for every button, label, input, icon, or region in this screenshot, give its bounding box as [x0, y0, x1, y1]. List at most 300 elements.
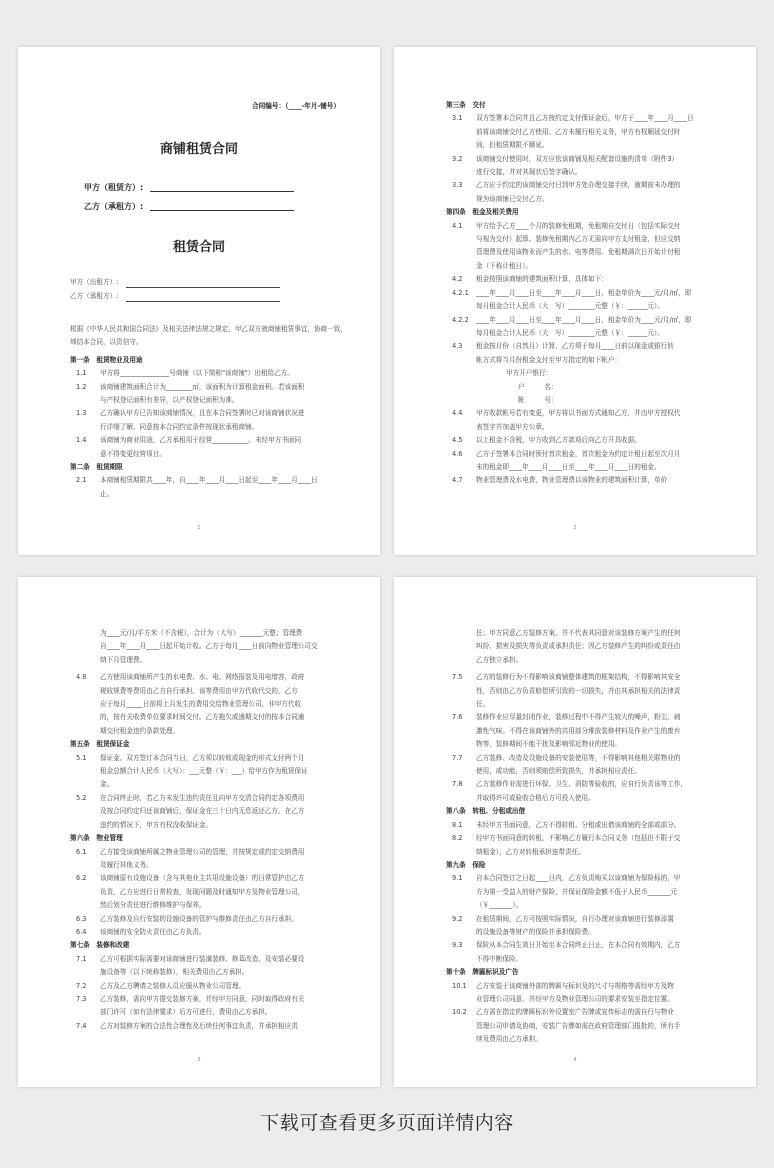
clause-line	[446, 711, 734, 724]
bank-name-label: 甲方开户银行：	[506, 369, 553, 378]
clause-number	[446, 1033, 476, 1046]
clause-line	[446, 407, 734, 420]
bank-account-block	[446, 367, 734, 407]
clause-number: 7.8	[452, 780, 463, 789]
clause-number: 4.2.2	[452, 315, 469, 324]
clause-text: 前将该商铺交付乙方使用。乙方未履行相关义务，甲方有权顺延交付时	[476, 127, 681, 136]
clause-line	[446, 899, 734, 912]
clause-text: 表签字并加盖甲方公章。	[476, 422, 549, 431]
clause-number: 6.4	[76, 927, 87, 936]
clause-text: 激性气味。不得在该商铺外的共用部分堆放装修材料及作业产生的废弃	[476, 726, 681, 735]
clause-text: 乙方于签署本合同时预付首次租金，首次租金为约定计租日起至次月月	[476, 449, 681, 458]
clause-line	[446, 685, 734, 698]
clause-number	[70, 859, 100, 872]
clause-line	[446, 953, 734, 966]
clause-text: 在租赁期间，乙方可按照实际情况，自行办理对该商铺进行装修添置	[476, 914, 674, 923]
clause-number: 7.7	[452, 753, 463, 762]
clause-text: 甲方将_______________号商铺（以下简称"该商铺"）出租给乙方。	[100, 369, 294, 378]
clause-line	[446, 287, 734, 300]
section-4-heading: 第四条 租金及相关费用	[446, 208, 519, 217]
clause-line	[446, 179, 734, 192]
clause-line	[70, 966, 358, 979]
clause-number: 6.1	[76, 847, 87, 856]
section-5-items	[70, 752, 358, 832]
clause-line	[446, 698, 734, 711]
clause-number	[446, 953, 476, 966]
section-10-heading: 第十条 牌匾标识及广告	[446, 968, 519, 977]
clause-text: 乙方对装修方案的合法性合理性及后续任何事宜负责，并承担相应责	[100, 1021, 298, 1030]
clause-line	[446, 819, 734, 832]
clause-text: 任。	[476, 700, 490, 709]
clause-number: 7.5	[452, 673, 463, 682]
clause-number	[70, 448, 100, 461]
clause-number	[446, 792, 476, 805]
section-6-heading: 第六条 物业管理	[70, 834, 123, 843]
clause-line	[446, 327, 734, 340]
clause-text: 乙方装修、改造及设施设备的安装使用等，不得影响其他相关联物业的	[476, 753, 681, 762]
clause-line	[70, 367, 358, 380]
clause-number	[70, 394, 100, 407]
clause-text: 乙方需在指定的牌匾标识外设置室广告牌或宣传标志的需自行与物业	[476, 1008, 674, 1017]
clause-number	[70, 805, 100, 818]
clause-number: 4.3	[452, 342, 463, 351]
clause-number	[446, 698, 476, 711]
clause-number	[446, 139, 476, 152]
clause-number	[446, 899, 476, 912]
clause-line	[70, 685, 358, 698]
clause-number	[446, 300, 476, 313]
section-7-items	[70, 953, 358, 1033]
clause-text: 违约的情况下，甲方有权没收保证金。	[100, 820, 213, 829]
clause-line	[70, 886, 358, 899]
clause-text: 续及费用由乙方承担。	[476, 1035, 542, 1044]
clause-text: 进行交接，并对其现状后签字确认。	[476, 168, 582, 177]
clause-number: 2.1	[76, 476, 87, 485]
clause-number: 7.6	[452, 713, 463, 722]
clause-number	[446, 461, 476, 474]
clause-number	[446, 846, 476, 859]
clause-line	[446, 846, 734, 859]
clause-line	[446, 153, 734, 166]
clause-text: 末的租金即____年____月____日至____年____月____日的租金。	[476, 462, 661, 471]
clause-text: 及履行其他义务。	[100, 860, 153, 869]
section-1-items	[70, 367, 358, 461]
clause-line	[446, 112, 734, 125]
clause-number: 1.3	[76, 409, 87, 418]
clause-text: 业管理公司同意，并经甲方及物业管理公司的要求安装至指定位置。	[476, 994, 674, 1003]
clause-text: ____年____月____日至____年____月____日，租金单价为____元/月/㎡，即	[476, 315, 692, 324]
section-3-heading: 第三条 交付	[446, 101, 486, 109]
clause-text: 在合同终止时，若乙方未发生违约责任且向甲方交清合同约定各项费用	[100, 793, 305, 802]
clause-line	[70, 778, 358, 791]
clause-text: 保险从本合同生效日开始至本合同终止日止，在本合同有效期内，乙方	[476, 941, 681, 950]
paragraph-line: 纳下月管理费。	[100, 655, 147, 664]
clause-number	[446, 260, 476, 273]
clause-line	[446, 913, 734, 926]
clause-line	[70, 488, 358, 501]
clause-number: 1.2	[76, 382, 87, 391]
continued-paragraph	[446, 627, 734, 667]
clause-number: 4.1	[452, 221, 463, 230]
clause-line	[446, 671, 734, 684]
clause-number: 3.2	[452, 154, 463, 163]
clause-number: 9.3	[452, 941, 463, 950]
clause-line	[446, 752, 734, 765]
clause-text: 金（下称计租日）。	[476, 261, 533, 270]
section-4-items-continued	[446, 407, 734, 487]
clause-line	[70, 980, 358, 993]
clause-text: 该商铺为商业用途，乙方承租用于经营___________。未经甲方书面同	[100, 436, 302, 445]
clause-number	[446, 233, 476, 246]
clause-line	[70, 953, 358, 966]
clause-line	[446, 993, 734, 1006]
clause-text: 每月租金合计人民币（大 写）________元整（￥：______元）。	[476, 328, 664, 337]
clause-text: 性，否则由乙方负责赔偿所引致的一切损失，并由其承担相关的法律责	[476, 686, 681, 695]
clause-text: 期交付租金违约条款处理。	[100, 726, 180, 735]
item-4-8	[70, 671, 358, 738]
section-8-items	[446, 819, 734, 859]
clause-number: 1.4	[76, 436, 87, 445]
download-more-caption[interactable]: 下载可查看更多页面详情内容	[260, 1112, 514, 1134]
clause-number	[446, 421, 476, 434]
clause-line	[70, 926, 358, 939]
clause-number	[446, 725, 476, 738]
clause-number	[446, 126, 476, 139]
clause-text: 及按合同约定归还该商铺后，保证金在三十日内无息返还乙方。在乙方	[100, 807, 305, 816]
party-b-label: 乙方（承租方）:	[70, 292, 119, 300]
paragraph-line: 乙方独立承担。	[476, 655, 523, 664]
clause-line	[70, 381, 358, 394]
clause-line	[446, 872, 734, 885]
clause-line	[70, 407, 358, 420]
clause-number: 1.1	[76, 369, 87, 378]
paragraph-line: 自____年____月____日起开始计收。乙方于每月____日前向物业管理公司交	[100, 642, 318, 651]
clause-text: 未经甲方书面同意，乙方不得转租、分租或出借该商铺的全部或部分。	[476, 820, 681, 829]
clause-text: 物业管理费及水电费，物业管理费以该物业的建筑面积计算，单价	[476, 476, 668, 485]
clause-number: 4.2	[452, 275, 463, 284]
page-number: 3	[197, 1056, 201, 1063]
clause-line	[446, 139, 734, 152]
clause-text: 经甲方书面同意的转租，不影响乙方履行本合同义务（包括但不限于交	[476, 834, 681, 843]
clause-line	[70, 899, 358, 912]
paragraph-line: 纠纷、损害及损失等负责或承担责任；因乙方装修产生的纠纷或责任由	[476, 642, 681, 651]
clause-text: 租金按月份（自然月）计算，乙方须于每月____日前以现金或银行转	[476, 342, 674, 351]
clause-line	[70, 725, 358, 738]
clause-line	[446, 832, 734, 845]
clause-number: 4.2.1	[452, 288, 469, 297]
cover-party-b-label: 乙方（承租方）:	[84, 202, 144, 211]
page-number: 2	[573, 524, 577, 531]
clause-text: 的，按有关收费单位要求时间交付。乙方拖欠或逾期支付的按本合同逾	[100, 713, 305, 722]
clause-text: 间，但租赁期限不顺延。	[476, 141, 549, 150]
clause-line	[70, 421, 358, 434]
account-holder-label: 户 名：	[518, 382, 558, 391]
clause-line	[70, 1020, 358, 1033]
clause-line	[446, 166, 734, 179]
clause-number	[70, 711, 100, 724]
clause-line	[446, 448, 734, 461]
clause-line	[446, 314, 734, 327]
paragraph-line: 任；甲方同意乙方装修方案，并不代表其同意对该装修方案产生的任何	[476, 629, 681, 637]
clause-number: 4.8	[76, 673, 87, 682]
clause-number	[446, 765, 476, 778]
clause-line	[446, 246, 734, 259]
clause-line	[446, 474, 734, 487]
clause-number	[446, 1020, 476, 1033]
section-5-heading: 第五条 租赁保证金	[70, 740, 130, 749]
clause-line	[446, 193, 734, 206]
clause-text: 乙方装修作业需进行环保、卫生、消防等验收的，应自行负责该等工作，	[476, 780, 687, 789]
section-10-items	[446, 980, 734, 1047]
clause-number	[446, 327, 476, 340]
clause-text: 以上租金不含税，甲方收到乙方款项后向乙方开具收据。	[476, 436, 641, 445]
section-2-heading: 第二条 租赁期限	[70, 463, 123, 472]
clause-line	[446, 126, 734, 139]
clause-number: 4.5	[452, 436, 463, 445]
clause-text: 该商铺的安全防火责任由乙方负责。	[100, 927, 206, 936]
clause-line	[70, 846, 358, 859]
clause-text: （￥_______）。	[476, 901, 523, 910]
clause-line	[446, 980, 734, 993]
clause-line	[70, 765, 358, 778]
section-7-heading: 第七条 装修和改建	[70, 941, 130, 950]
clause-line	[446, 273, 734, 286]
clause-text: 乙方可根据实际需要对该商铺进行装潢装修、修葺改造、及安装必要设	[100, 954, 305, 963]
clause-number: 10.1	[452, 981, 467, 990]
clause-text: 部门许可（如有法律要求）后方可进行，费用由乙方承担。	[100, 1008, 272, 1017]
page-number: 4	[573, 1056, 577, 1063]
clause-number	[446, 354, 476, 367]
cover-party-a-line	[150, 191, 294, 192]
party-a-line	[126, 287, 280, 288]
clause-number: 7.3	[76, 994, 87, 1003]
clause-number: 8.2	[452, 834, 463, 843]
intro-paragraph: 根据《中华人民共和国合同法》及相关法律法规之规定，甲乙双方就商铺租赁事宜，协商一致，缔结本合同，以资信守。	[70, 325, 347, 347]
clause-text: 甲方收款帐号若有变更，甲方将以书面方式通知乙方，并由甲方授权代	[476, 409, 681, 418]
clause-line	[446, 738, 734, 751]
clause-line	[70, 711, 358, 724]
clause-text: 自本合同签订之日起____日内，乙方负责购买以该商铺为保险标的，甲	[476, 874, 681, 883]
clause-line	[446, 421, 734, 434]
clause-line	[70, 394, 358, 407]
clause-number	[446, 738, 476, 751]
clause-line	[70, 859, 358, 872]
clause-number: 3.1	[452, 114, 463, 123]
clause-text: 施设备等（以下统称装修），相关费用由乙方承担。	[100, 968, 249, 977]
clause-text: 管理费及使用该物业而产生的水、电等费用。免租期满次日开始计付租	[476, 248, 681, 257]
clause-line	[446, 778, 734, 791]
clause-number	[70, 899, 100, 912]
clause-number	[70, 765, 100, 778]
clause-number	[70, 725, 100, 738]
clause-number: 7.2	[76, 981, 87, 990]
clause-number	[70, 1006, 100, 1019]
clause-text: 该商铺原有设施设备（含与其他业主共用设施设备）的日常管护由乙方	[100, 874, 305, 883]
clause-number: 9.2	[452, 914, 463, 923]
clause-number	[70, 685, 100, 698]
page-number: 1	[197, 524, 201, 531]
clause-line	[70, 913, 358, 926]
clause-line	[446, 233, 734, 246]
clause-number	[446, 685, 476, 698]
clause-number: 8.1	[452, 820, 463, 829]
clause-number	[70, 488, 100, 501]
clause-number	[446, 993, 476, 1006]
clause-line	[70, 434, 358, 447]
document-page-2	[394, 47, 756, 555]
clause-number: 6.3	[76, 914, 87, 923]
clause-line	[446, 939, 734, 952]
clause-number	[70, 698, 100, 711]
clause-line	[446, 340, 734, 353]
clause-text: 的设施设备等财产的保险并承担保险费。	[476, 927, 595, 936]
clause-text: 不得中断保险。	[476, 954, 523, 963]
clause-line	[446, 886, 734, 899]
clause-text: 税收规费等费用由乙方自行承担。该等费用由甲方代收代交的，乙方	[100, 686, 298, 695]
cover-party-b-line	[150, 210, 294, 211]
clause-text: 与视为交付）起算。装修免租期内乙方无需向甲方支付租金，但应交纳	[476, 235, 681, 244]
document-page-1	[18, 47, 380, 555]
clause-text: 止。	[100, 489, 114, 498]
clause-text: ____年____月____日至____年____月____日，租金单价为____元/月/㎡，即	[476, 288, 692, 297]
section-2-items	[70, 474, 358, 501]
document-page-4	[394, 577, 756, 1087]
clause-text: 行详细了解，同意按本合同约定条件按现状承租商铺。	[100, 422, 259, 431]
clause-number	[70, 421, 100, 434]
clause-text: 与产权登记面积有差异，以产权登记面积为准。	[100, 396, 239, 405]
contract-title: 租赁合同	[172, 240, 225, 255]
clause-number	[70, 886, 100, 899]
clause-number: 4.4	[452, 409, 463, 418]
clause-text: 保证金。双方签订本合同当日，乙方须以转账或现金的形式支付两个月	[100, 753, 305, 762]
clause-line	[446, 354, 734, 367]
clause-line	[446, 434, 734, 447]
continued-paragraph	[70, 627, 358, 667]
clause-number: 4.7	[452, 476, 463, 485]
clause-text: 乙方确认甲方已告知该商铺情况，且在本合同签署时已对该商铺状况进	[100, 409, 305, 418]
clause-text: 乙方装修及自行安装的设施设备的管护与维修责任由乙方自行承担。	[100, 914, 298, 923]
clause-text: 乙方装修，需向甲方提交装修方案，并经甲方同意，同时取得政府有关	[100, 994, 305, 1003]
clause-text: 方为第一受益人的财产保险，并保证保险金额不低于人民币_______元	[476, 887, 678, 896]
document-page-3	[18, 577, 380, 1087]
clause-text: 物等，装修期间不能干扰及影响邻近物业的使用。	[476, 740, 622, 749]
clause-number	[446, 246, 476, 259]
clause-text: 并取得许可或验收合格后方可投入使用。	[476, 793, 595, 802]
cover-title: 商铺租赁合同	[159, 142, 238, 157]
section-1-heading: 第一条 租赁物业及用途	[70, 355, 143, 364]
clause-number	[70, 778, 100, 791]
clause-text: 乙方接受该商铺所属之物业管理公司的管理，并按规定或约定交纳费用	[100, 847, 305, 856]
clause-text: 帐方式将当月份租金支付至甲方指定的如下帐户：	[476, 355, 622, 364]
clause-line	[70, 474, 358, 487]
clause-text: 乙方的装修行为不得影响该商铺整体建筑的框架结构，不得影响其安全	[476, 673, 681, 682]
clause-text: 管理公司申请及协商，安装广告牌如需在政府管理部门报批的，所有手	[476, 1021, 681, 1030]
party-b-line	[126, 301, 280, 302]
clause-line	[70, 819, 358, 832]
clause-number: 6.2	[76, 874, 87, 883]
page4-body	[446, 627, 734, 1047]
party-a-label: 甲方（出租方）:	[70, 278, 119, 286]
clause-line	[446, 926, 734, 939]
page3-body	[70, 627, 358, 1033]
clause-text: 双方签署本合同并且乙方按约定支付保证金后，甲方于____年____月____日	[476, 114, 694, 123]
clause-line	[70, 805, 358, 818]
clause-text: 使用，或功能，否则须赔偿所致损失，并承担相应责任。	[476, 767, 641, 776]
clause-line	[446, 1020, 734, 1033]
clause-number: 10.2	[452, 1008, 467, 1017]
clause-text: 装修作业应尽量封闭作业，装修过程中不得产生较大的噪声，粉尘、刺	[476, 713, 681, 722]
contract-number: 合同编号：（____-年月-铺号）	[252, 102, 340, 110]
clause-text: 乙方安装于该商铺外部的牌匾与标识及的尺寸与规格等需经甲方及物	[476, 981, 674, 990]
clause-number	[446, 193, 476, 206]
section-6-items	[70, 846, 358, 940]
clause-number: 4.6	[452, 449, 463, 458]
clause-text: 甲方给予乙方____个月的装修免租期，免租期自交付日（包括实际交付	[476, 221, 681, 230]
clause-line	[446, 300, 734, 313]
clause-text: 每月租金合计人民币（大 写）________元整（￥：______元）。	[476, 302, 664, 311]
clause-line	[446, 260, 734, 273]
clause-line	[446, 725, 734, 738]
clause-line	[70, 993, 358, 1006]
clause-number	[446, 926, 476, 939]
clause-line	[70, 792, 358, 805]
clause-text: 该商铺建筑面积合计为________㎡，该面积为计算租金面积。若该面积	[100, 382, 305, 391]
clause-text: 应于每月_____日前将上月发生的费用交给物业管理公司，非甲方代收	[100, 700, 302, 709]
clause-number	[446, 166, 476, 179]
clause-line	[70, 752, 358, 765]
clause-line	[70, 448, 358, 461]
clause-line	[446, 1033, 734, 1046]
clause-number: 7.4	[76, 1021, 87, 1030]
section-9-items	[446, 872, 734, 966]
paragraph-line: 为____元/月/平方米（不含税），合计为（大写）_______元整；管理费	[100, 629, 303, 637]
clause-text: 纳租金），乙方对转租承担连带责任。	[476, 847, 585, 856]
clause-line	[446, 765, 734, 778]
clause-text: 负责，乙方应进行日常检查，发现问题及时通知甲方及物业管理公司，	[100, 887, 305, 896]
clause-number: 3.3	[452, 181, 463, 190]
clause-line	[70, 872, 358, 885]
clause-text: 租金按照该商铺的建筑面积计算，具体如下：	[476, 275, 608, 284]
clause-line	[446, 461, 734, 474]
account-number-label: 帐 号：	[518, 395, 558, 404]
section-3-items	[446, 112, 734, 206]
section-8-heading: 第八条 转租、分租或出借	[446, 807, 526, 816]
section-4-items	[446, 220, 734, 367]
clause-text: 租金总额合计人民币（大写）：___元整（￥：___）给甲方作为租赁保证	[100, 767, 308, 776]
section-7-items-continued	[446, 671, 734, 805]
clause-text: 乙方应于约定的该商铺交付日到甲方处办理交接手续，逾期前未办理的	[476, 181, 681, 190]
cover-party-a-label: 甲方（租赁方）:	[84, 183, 144, 192]
clause-line	[446, 220, 734, 233]
clause-number: 5.1	[76, 753, 87, 762]
clause-line	[70, 671, 358, 684]
clause-text: 金。	[100, 780, 114, 789]
clause-text: 然后划分责任进行维修维护与保养。	[100, 901, 206, 910]
clause-text: 乙方使用该商铺所产生的水电费、水、电、网络报装及用电增容，政府	[100, 673, 305, 682]
clause-line	[70, 698, 358, 711]
clause-number	[70, 966, 100, 979]
section-9-heading: 第九条 保险	[446, 860, 486, 869]
clause-line	[446, 792, 734, 805]
clause-number: 9.1	[452, 874, 463, 883]
clause-number	[446, 886, 476, 899]
clause-text: 意不得变更经营项目。	[100, 449, 166, 458]
page1-body	[70, 323, 358, 501]
clause-text: 视为该商铺已交付乙方。	[476, 194, 549, 203]
clause-number: 5.2	[76, 793, 87, 802]
clause-line	[70, 1006, 358, 1019]
page2-body	[446, 99, 734, 488]
